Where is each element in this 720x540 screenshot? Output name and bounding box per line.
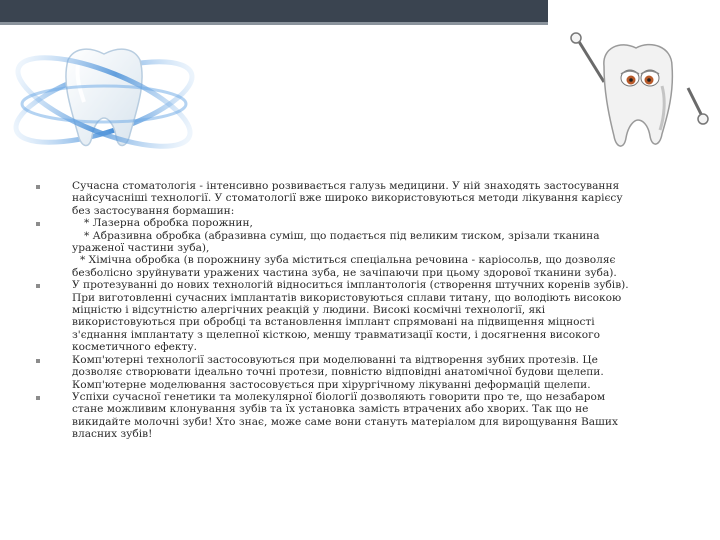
text-line: косметичного ефекту.	[72, 341, 198, 354]
bullet-icon	[36, 284, 40, 288]
paragraph-implantology	[36, 279, 686, 353]
text-line: міцністю і відсутністю алергічних реакцій у людини. Високі космічні технології, які	[72, 304, 546, 317]
text-line: Успіхи сучасної генетики та молекулярної біології дозволяють говорити про те, що незабаром	[72, 390, 606, 403]
paragraph-modern-dentistry	[36, 180, 686, 217]
tooth-logo-icon	[4, 30, 204, 170]
paragraph-genetics	[36, 391, 686, 441]
text-line: викидайте молочні зуби! Хто знає, може саме вони стануть матеріалом для вирощування Ваших	[72, 415, 618, 428]
bullet-icon	[36, 185, 40, 189]
text-line: ураженої частини зуба),	[72, 242, 210, 255]
text-line: * Хімічна обробка (в порожнину зуба міститься спеціальна речовина - каріосольв, що дозволяє	[80, 254, 616, 267]
slide-body	[36, 180, 686, 441]
paragraph-computer-technologies	[36, 354, 686, 391]
bullet-icon	[36, 396, 40, 400]
title-bar	[0, 0, 548, 22]
text-line: * Абразивна обробка (абразивна суміш, що подається під великим тиском, зрізали тканина	[84, 229, 600, 242]
title-bar-gap	[548, 0, 720, 3]
tooth-character-icon	[560, 30, 710, 170]
text-line: найсучасніші технології. У стоматології вже широко використовуються методи лікування карієсу	[72, 192, 623, 205]
text-line: У протезуванні до нових технологій відноситься імплантологія (створення штучних коренів зубів).	[72, 279, 629, 292]
text-line: Сучасна стоматологія - інтенсивно розвивається галузь медицини. У ній знаходять застосування	[72, 180, 620, 192]
text-line: Комп'ютерні технології застосовуються при моделюванні та відтворення зубних протезів. Це	[72, 353, 598, 366]
text-line: При виготовленні сучасних імплантатів використовуються сплави титану, що володіють високою	[72, 291, 622, 304]
text-line: без застосування бормашин:	[72, 204, 235, 217]
bullet-icon	[36, 222, 40, 226]
text-line: Комп'ютерне моделювання застосовується при хірургічному лікуванні деформацій щелепи.	[72, 378, 591, 391]
text-line: використовуються при обробці та встановлення імплант спрямовані на підвищення міцності	[72, 316, 595, 329]
text-line: * Лазерна обробка порожнин,	[84, 217, 253, 230]
text-line: з'єднання імплантату з щелепної кісткою, меншу травматизації кости, і досягнення високого	[72, 328, 601, 341]
bullet-icon	[36, 359, 40, 363]
text-line: дозволяє створювати ідеально точні протези, повністю відповідні анатомічної будови щелепи.	[72, 366, 604, 379]
text-line: безболісно зруйнувати уражених частина зуба, не зачіпаючи при цьому здорової тканини зуба).	[72, 266, 617, 279]
title-bar-strip	[0, 22, 548, 25]
paragraph-treatment-methods	[36, 217, 686, 279]
text-line: власних зубів!	[72, 428, 153, 441]
text-line: стане можливим клонування зубів та їх установка замість втрачених або хворих. Так що не	[72, 403, 589, 416]
